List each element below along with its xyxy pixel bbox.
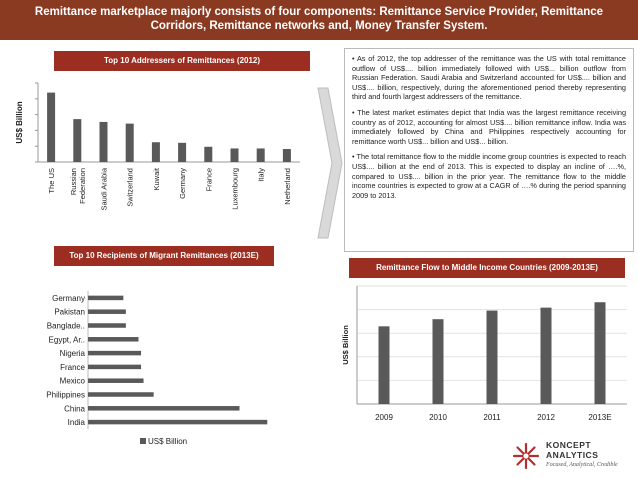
bar bbox=[73, 119, 81, 162]
bar bbox=[541, 308, 552, 404]
bar bbox=[178, 143, 186, 162]
bar bbox=[433, 319, 444, 404]
x-tick-label: Germany bbox=[178, 168, 188, 199]
findings-text-box bbox=[344, 48, 634, 252]
slide-title-line-2: Corridors, Remittance networks and, Money Transfer System. bbox=[150, 20, 488, 32]
bar bbox=[231, 148, 239, 162]
y-tick-label: Nigeria bbox=[59, 349, 85, 359]
x-tick-label: Kuwait bbox=[151, 168, 161, 191]
recipients-chart-title: Top 10 Recipients of Migrant Remittances (2013E) bbox=[54, 246, 274, 266]
x-tick-label: Switzerland bbox=[125, 168, 135, 207]
y-tick-label: China bbox=[64, 404, 85, 414]
x-tick-label: Russian bbox=[68, 168, 78, 196]
slide-title bbox=[0, 0, 638, 40]
x-tick-label: 2010 bbox=[429, 413, 447, 422]
bar bbox=[283, 149, 291, 162]
x-tick-label: Luxembourg bbox=[230, 168, 240, 210]
y-tick-label: France bbox=[60, 362, 85, 372]
slide-title-line-1: Remittance marketplace majorly consists of four components: Remittance Service Provider, Remittance bbox=[34, 6, 604, 18]
bullet-addressers: • As of 2012, the top addresser of the remittance was the US with total remittance outflow of US$.... billion immediately followed with US$... billion outflow from Russian Federation. Saudi Arabia and Switzerland accounted for US$.... billion and US$.... billion, respectively, during the aforementioned period thereby representing third and fourth largest addressers of the remittance. bbox=[352, 54, 626, 102]
bar bbox=[487, 311, 498, 404]
middle-income-chart-title: Remittance Flow to Middle Income Countries (2009-2013E) bbox=[349, 258, 625, 278]
bar bbox=[152, 142, 160, 162]
addressers-chart bbox=[0, 75, 310, 250]
y-axis-label: US$ Billion bbox=[341, 325, 350, 365]
asterisk-star-icon bbox=[512, 442, 540, 470]
bar bbox=[88, 392, 154, 397]
bar bbox=[100, 122, 108, 162]
bar bbox=[88, 309, 126, 314]
recipients-chart bbox=[0, 285, 300, 465]
bar bbox=[204, 147, 212, 162]
y-tick-label: Banglade.. bbox=[46, 321, 85, 331]
x-tick-label: Netherland bbox=[282, 168, 292, 205]
x-tick-label: Saudi Arabia bbox=[99, 168, 109, 211]
y-tick-label: Egypt, Ar.. bbox=[48, 335, 85, 345]
bar bbox=[88, 420, 267, 425]
bar bbox=[88, 323, 126, 328]
addressers-chart-title: Top 10 Addressers of Remittances (2012) bbox=[54, 51, 310, 71]
logo-wordmark bbox=[546, 440, 598, 460]
legend-swatch bbox=[140, 438, 146, 444]
bar bbox=[88, 378, 144, 383]
logo-tagline: Focused, Analytical, Credible bbox=[546, 462, 618, 468]
bar bbox=[88, 337, 139, 342]
legend-label: US$ Billion bbox=[148, 437, 188, 446]
chevron-right-icon bbox=[318, 88, 342, 238]
x-tick-label: 2013E bbox=[588, 413, 612, 422]
x-tick-label: The US bbox=[47, 168, 57, 194]
y-tick-label: Philippines bbox=[46, 390, 85, 400]
bar bbox=[126, 124, 134, 162]
bar bbox=[88, 351, 141, 356]
x-tick-label: France bbox=[204, 168, 214, 192]
x-tick-label: 2011 bbox=[483, 413, 501, 422]
bar bbox=[88, 365, 141, 370]
x-tick-label: 2012 bbox=[537, 413, 555, 422]
y-tick-label: Germany bbox=[52, 293, 85, 303]
x-tick-label: 2009 bbox=[375, 413, 393, 422]
x-tick-label: Federation bbox=[77, 168, 87, 204]
y-tick-label: Pakistan bbox=[54, 307, 85, 317]
middle-income-chart bbox=[343, 280, 635, 430]
y-tick-label: India bbox=[67, 418, 85, 428]
y-tick-label: Mexico bbox=[59, 376, 85, 386]
y-axis-label: US$ Billion bbox=[15, 101, 24, 144]
bar bbox=[257, 148, 265, 162]
x-tick-label: Italy bbox=[256, 168, 266, 182]
bar bbox=[379, 326, 390, 404]
logo-line-1: KONCEPT bbox=[546, 440, 592, 450]
bullet-middle-income: • The total remittance flow to the middle income group countries is expected to reach US$.... billion at the end of 2013. This is expected to display an incline of ….%, compared to US$.... billion in the prior year. The remittance flow to the middle income countries is expected to grow at a CAGR of ….% during the period spanning 2009 to 2013. bbox=[352, 152, 626, 200]
bullet-recipients: • The latest market estimates depict that India was the largest remittance receiving country as of 2012, accounting for almost US$.... billion remittance inflow. India was immediately followed by China and Philippines respectively accounting for remittance worth US$... billion and US$... billion. bbox=[352, 107, 626, 146]
bar bbox=[595, 302, 606, 404]
logo-line-2: ANALYTICS bbox=[546, 450, 599, 460]
bar bbox=[88, 296, 123, 301]
bar bbox=[88, 406, 240, 411]
company-logo bbox=[512, 438, 632, 474]
bar bbox=[47, 93, 55, 162]
